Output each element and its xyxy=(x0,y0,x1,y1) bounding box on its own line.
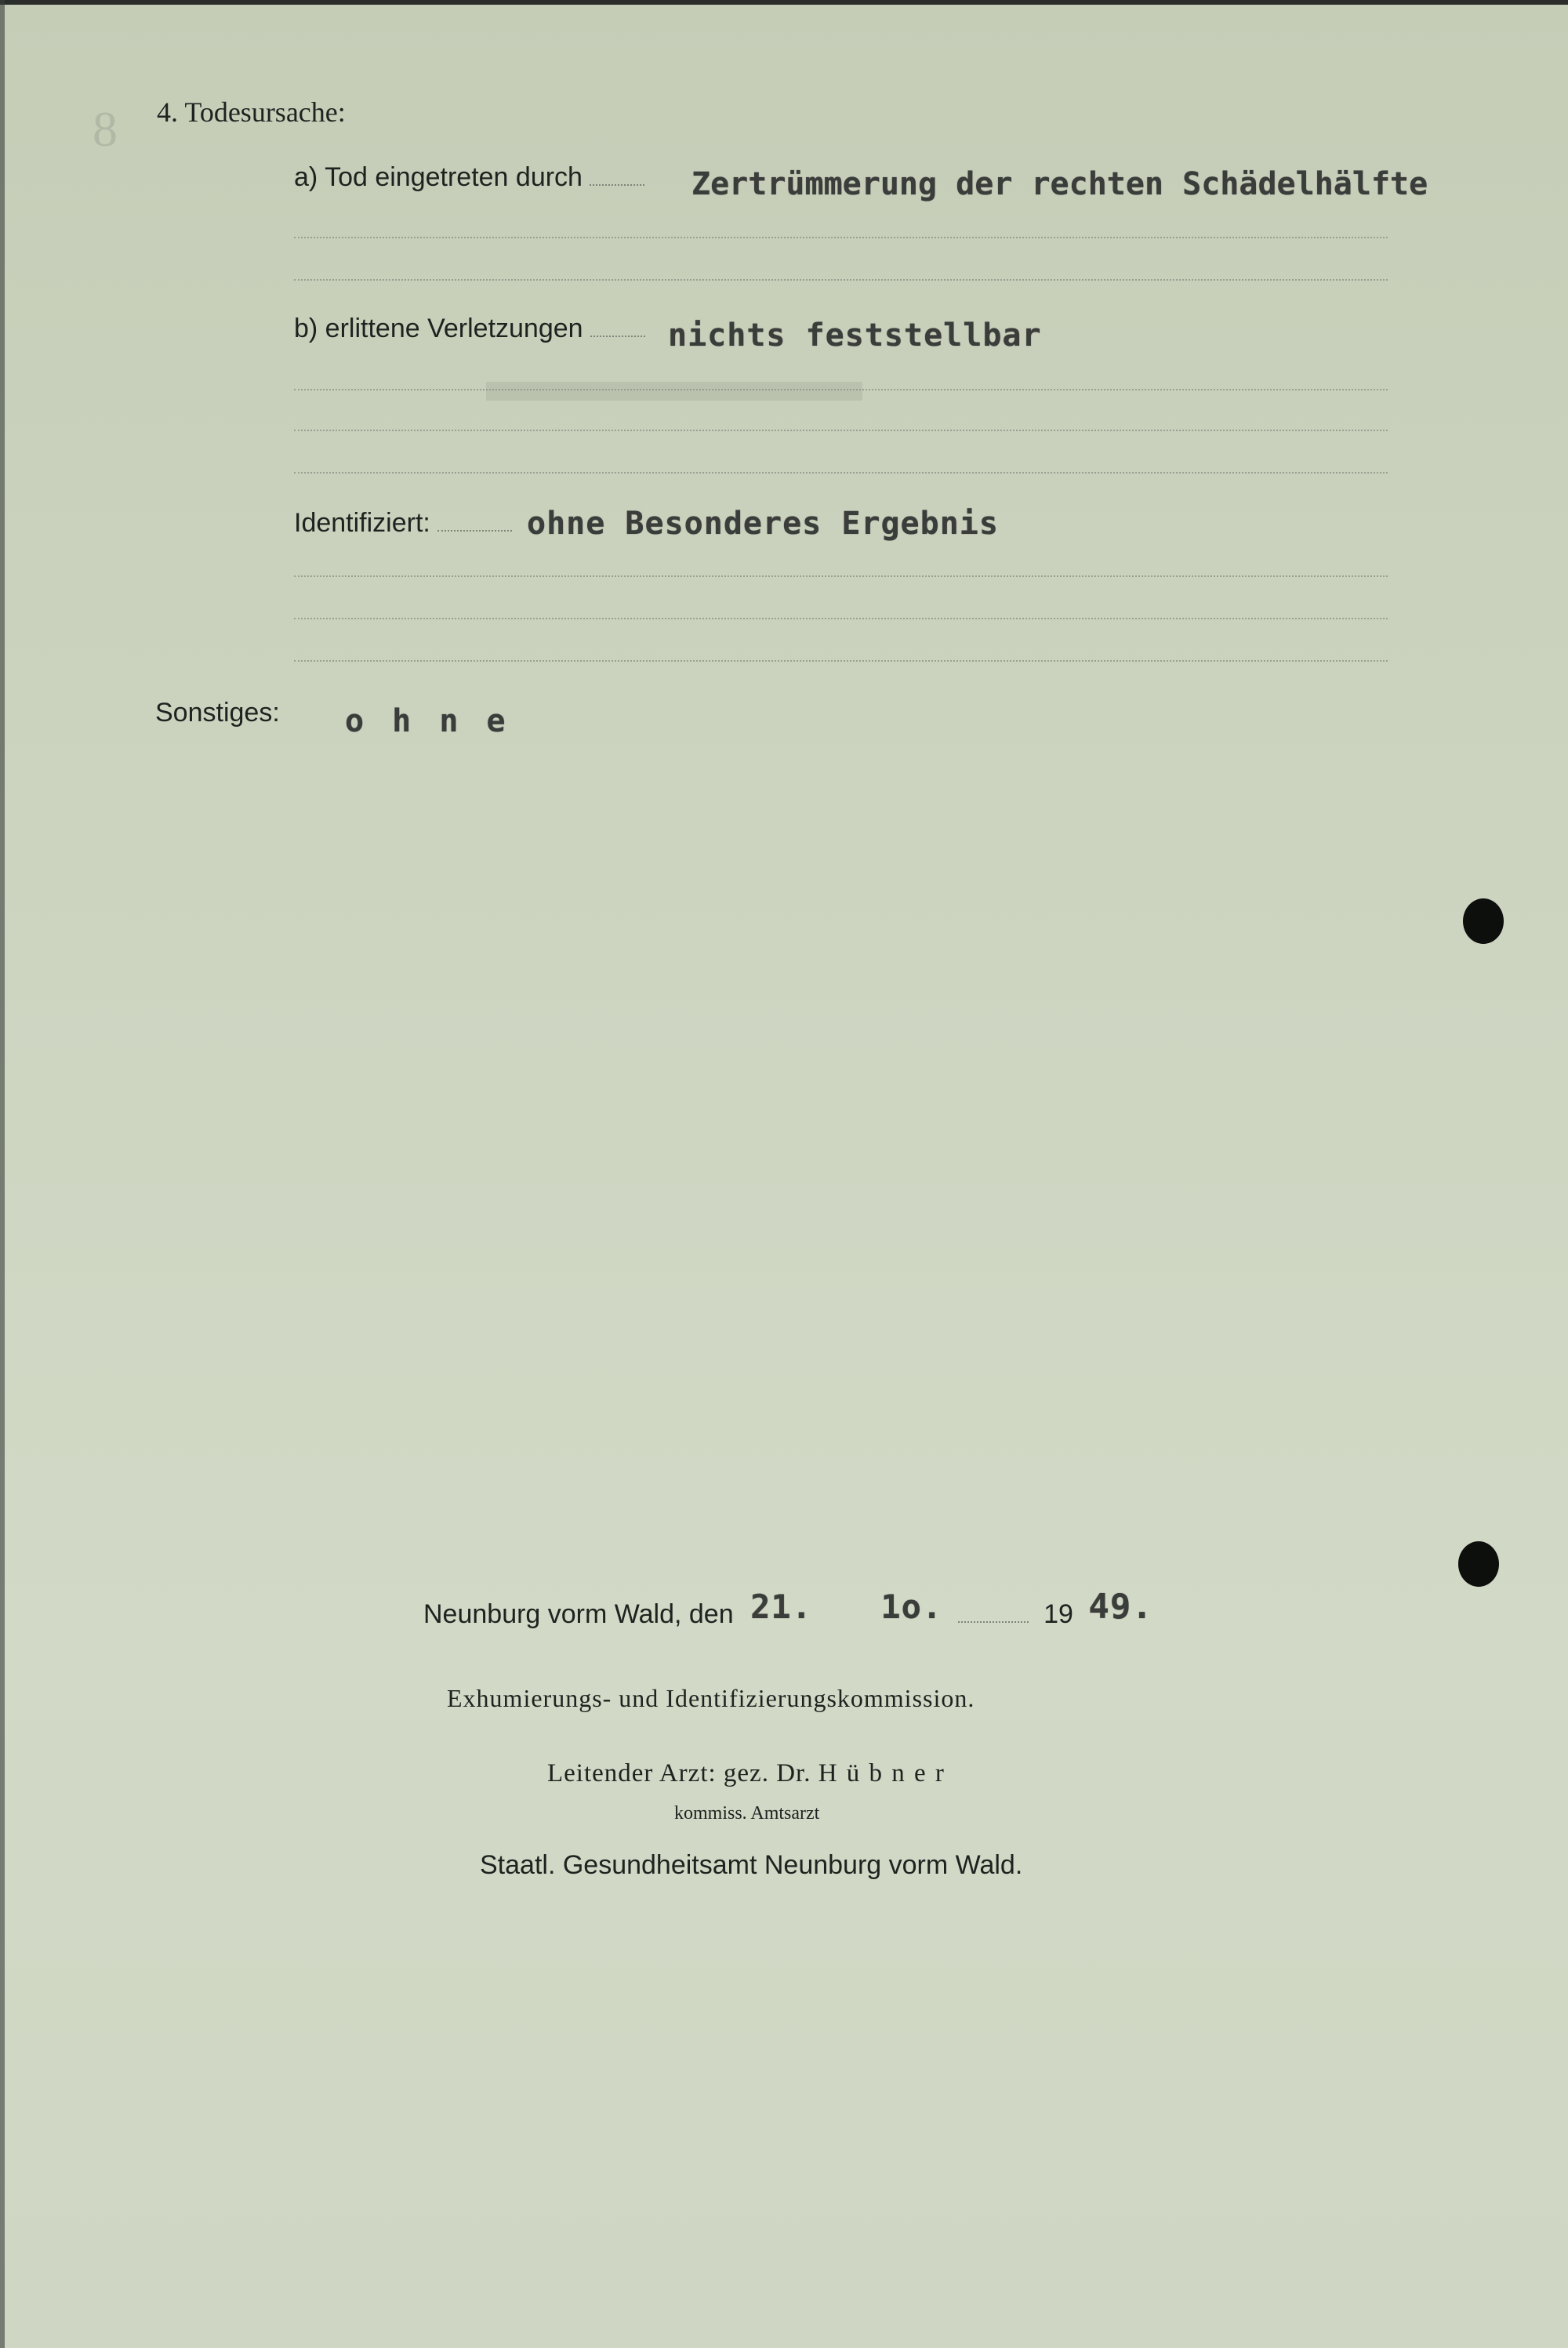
answer-line xyxy=(294,430,1388,431)
punch-hole xyxy=(1458,1541,1499,1587)
identified-label xyxy=(294,508,512,539)
place-label: Neunburg vorm Wald, den xyxy=(423,1599,734,1629)
year-prefix: 19 xyxy=(1044,1599,1073,1629)
answer-line xyxy=(294,237,1388,238)
section-title: 4. Todesursache: xyxy=(157,96,346,128)
answer-line xyxy=(294,472,1388,474)
doctor-title: kommiss. Amtsarzt xyxy=(674,1803,820,1824)
year-suffix: 49. xyxy=(1088,1587,1153,1627)
injuries-value: nichts feststellbar xyxy=(668,318,1042,354)
cause-value: Zertrümmerung der rechten Schädelhälfte xyxy=(691,166,1428,202)
scan-edge-left xyxy=(0,0,5,2348)
answer-line xyxy=(294,279,1388,281)
bleed-through: ▬▬▬▬▬▬ xyxy=(486,346,862,415)
doctor-line xyxy=(547,1759,946,1788)
page-mark: 8 xyxy=(93,101,118,157)
cause-label xyxy=(294,162,644,193)
office-line: Staatl. Gesundheitsamt Neunburg vorm Wald. xyxy=(480,1850,1023,1880)
identified-value: ohne Besonderes Ergebnis xyxy=(527,506,999,542)
injuries-label-text: b) erlittene Verletzungen xyxy=(294,314,583,343)
leader-dots xyxy=(590,184,644,186)
doctor-label: Leitender Arzt: gez. Dr. xyxy=(547,1759,811,1787)
punch-hole xyxy=(1463,898,1504,944)
leader-dots xyxy=(590,336,645,337)
leader-dots xyxy=(437,530,512,532)
commission-line: Exhumierungs- und Identifizierungskommission. xyxy=(447,1684,975,1712)
date-day: 21. xyxy=(750,1588,812,1626)
scan-edge-top xyxy=(0,0,1568,5)
identified-label-text: Identifiziert: xyxy=(294,508,430,538)
leader-dots xyxy=(958,1621,1029,1623)
answer-line xyxy=(294,618,1388,619)
date-month: 1o. xyxy=(880,1588,943,1626)
answer-line xyxy=(294,660,1388,662)
misc-label: Sonstiges: xyxy=(155,698,280,728)
date-line xyxy=(423,1587,1153,1631)
doctor-name: H ü b n e r xyxy=(818,1759,946,1787)
cause-label-text: a) Tod eingetreten durch xyxy=(294,162,583,192)
misc-value: o h n e xyxy=(345,703,510,739)
answer-line xyxy=(294,389,1388,390)
injuries-label xyxy=(294,314,645,344)
answer-line xyxy=(294,575,1388,577)
